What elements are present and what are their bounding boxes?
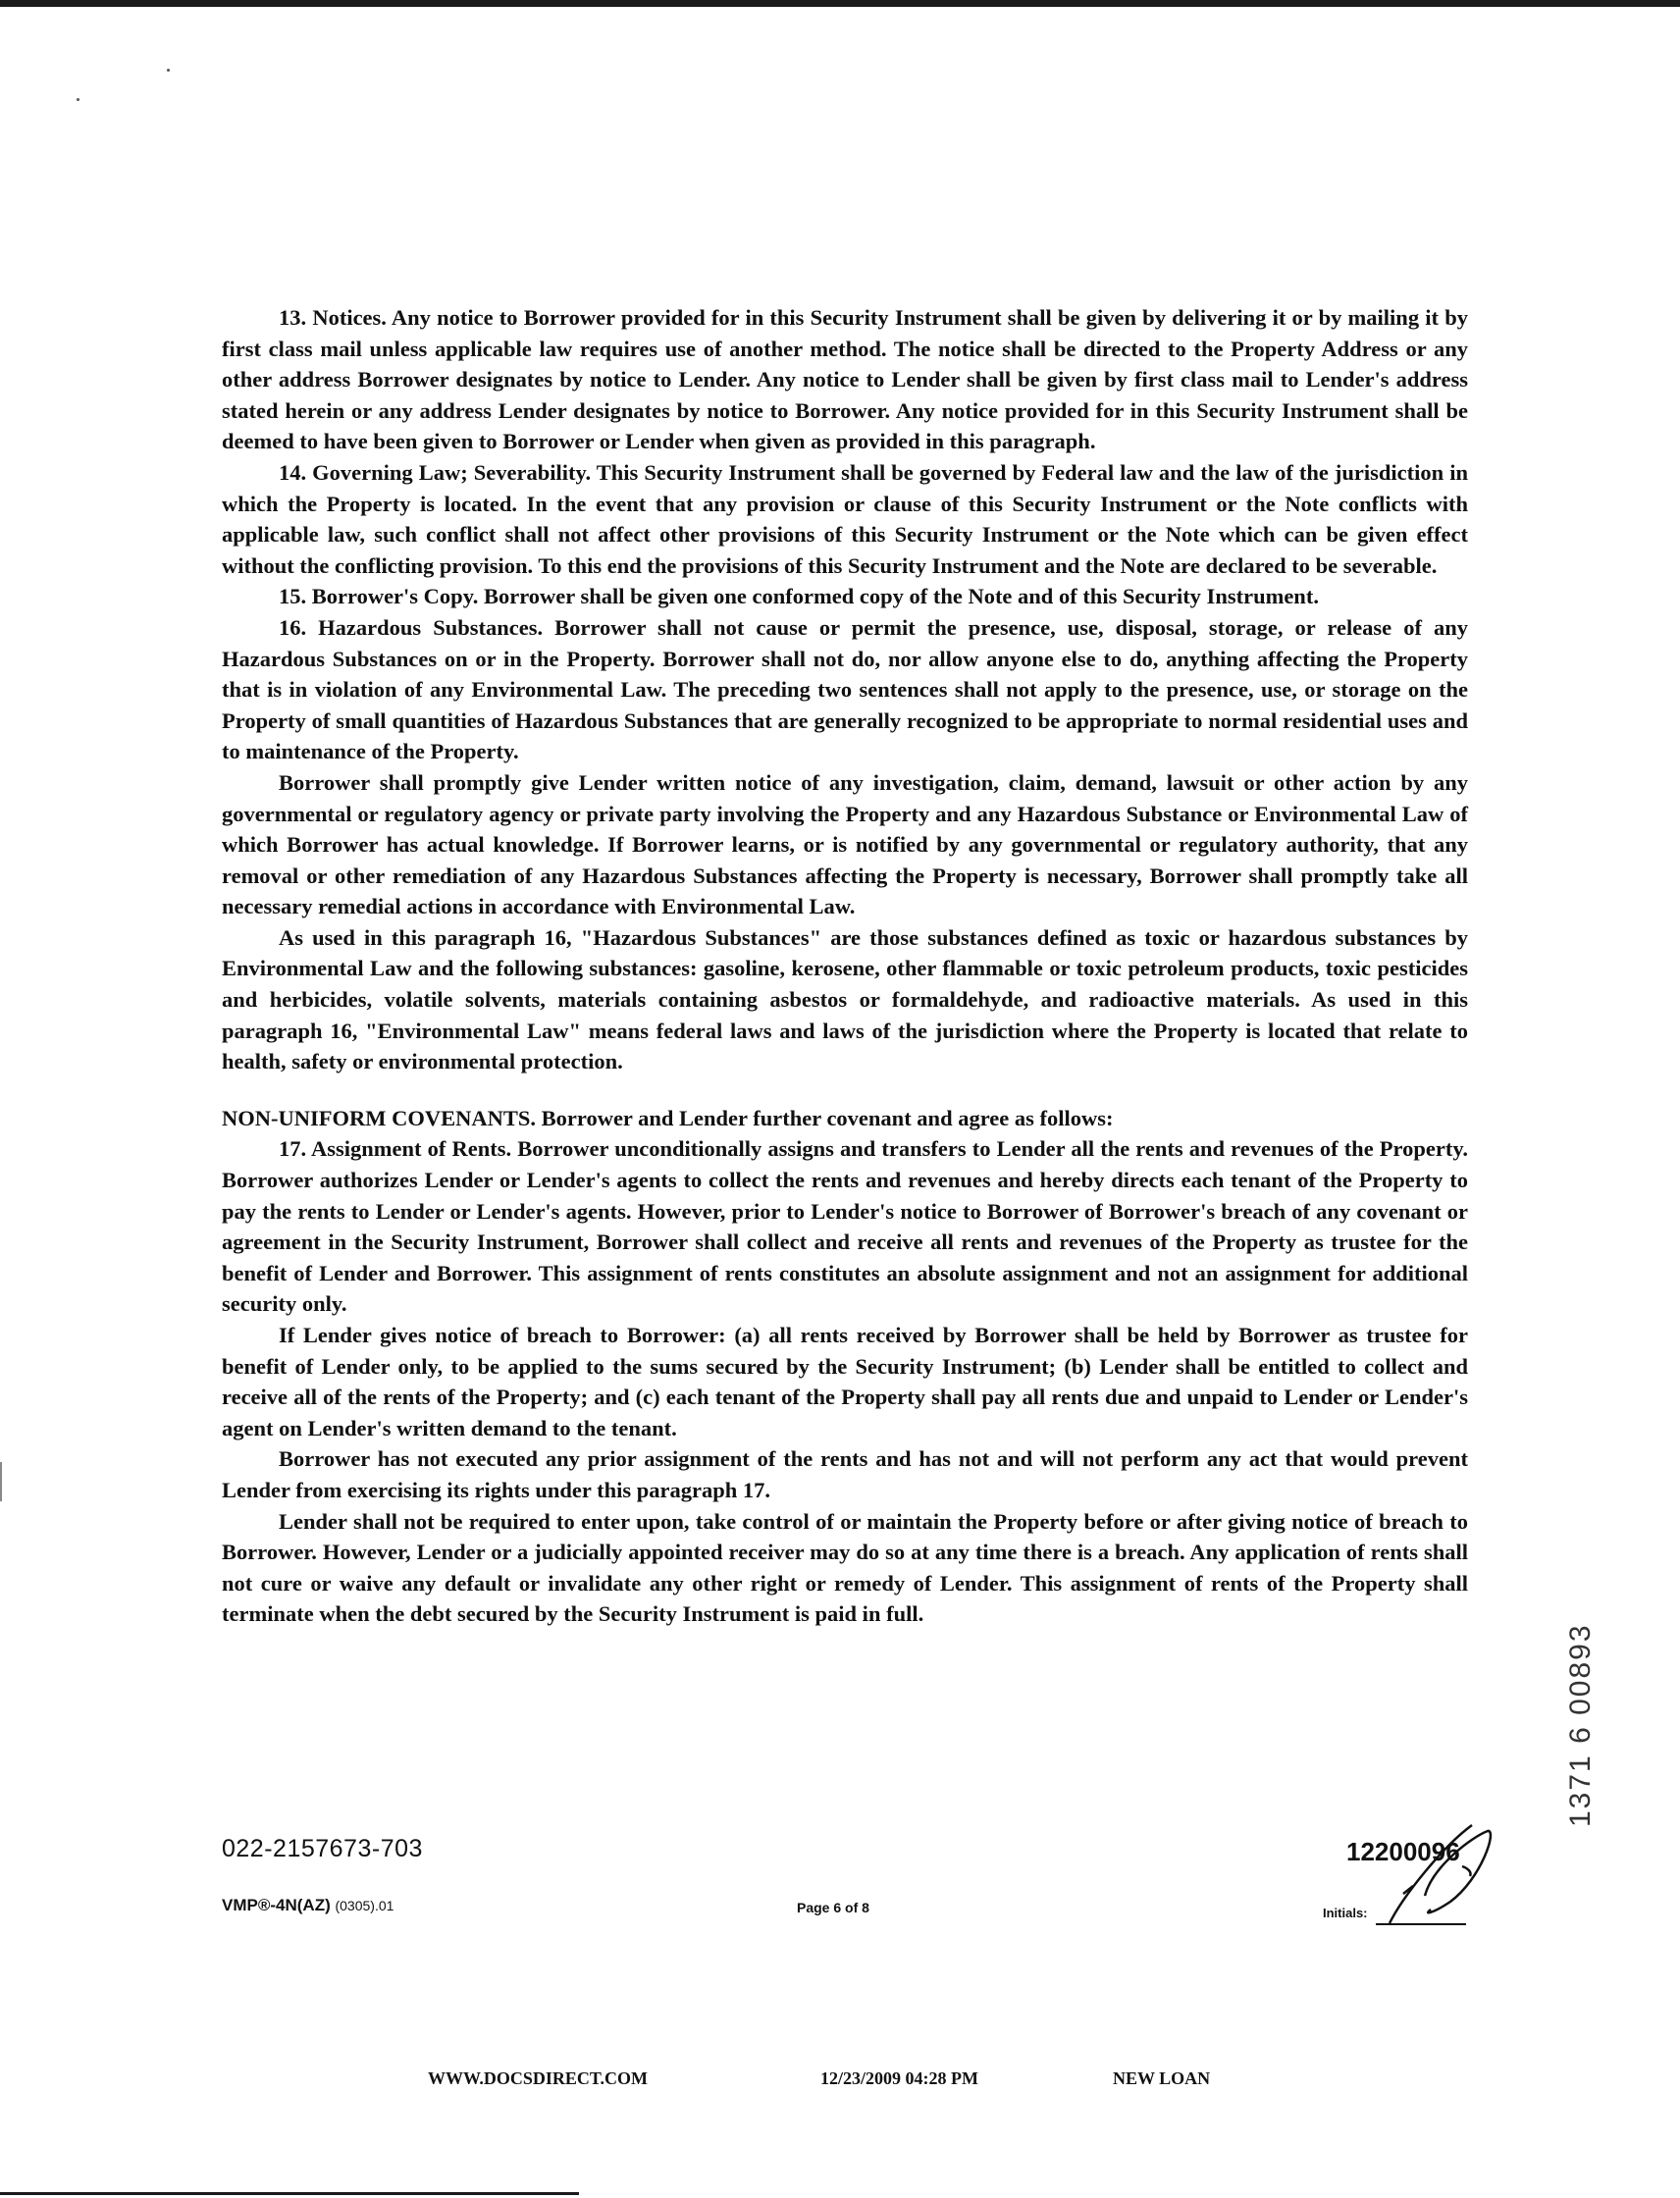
signature-stroke — [1390, 1825, 1491, 1923]
paragraph-14-governing-law: 14. Governing Law; Severability. This Security Instrument shall be governed by Federal law and the law of the jurisdiction in which the Property is located. In the event that any provision or clause of this Security Instrument or the Note conflicts with applicable law, such conflict shall not affect other provisions of this Security Instrument or the Note which can be given effect without the conflicting provision. To this end the provisions of this Security Instrument and the Note are declared to be severable. — [222, 459, 1468, 578]
loan-number: 022-2157673-703 — [222, 1835, 423, 1862]
paragraph-16-hazardous-substances: 16. Hazardous Substances. Borrower shall not cause or permit the presence, use, disposal, storage, or release of any Hazardous Substances on or in the Property. Borrower shall not do, nor allow anyone else to do, anything affecting the Property that is in violation of any Environmental Law. The preceding two sentences shall not apply to the presence, use, or storage on the Property of small quantities of Hazardous Substances that are generally recognized to be appropriate to normal residential uses and to maintenance of the Property. — [222, 614, 1468, 764]
top-scan-border — [0, 0, 1680, 7]
paragraph-16-notice: Borrower shall promptly give Lender written notice of any investigation, claim, demand, lawsuit or other action by any governmental or regulatory agency or private party involving the Property and any Hazardous Substance or Environmental Law of which Borrower has actual knowledge. If Borrower learns, or is notified by any governmental or regulatory authority, that any removal or other remediation of any Hazardous Substances affecting the Property is necessary, Borrower shall promptly take all necessary remedial actions in accordance with Environmental Law. — [222, 769, 1468, 919]
initials-label: Initials: — [1323, 1906, 1368, 1920]
paragraph-17-prior-assignment: Borrower has not executed any prior assignment of the rents and has not and will not perform any act that would prevent Lender from exercising its rights under this paragraph 17. — [222, 1446, 1468, 1502]
paragraph-17-assignment-of-rents: 17. Assignment of Rents. Borrower unconditionally assigns and transfers to Lender all the rents and revenues of the Property. Borrower authorizes Lender or Lender's agents to collect the rents and revenues and hereby directs each tenant of the Property to pay the rents to Lender or Lender's agents. However, prior to Lender's notice to Borrower of Borrower's breach of any covenant or agreement in the Security Instrument, Borrower shall collect and receive all rents and revenues of the Property as trustee for the benefit of Lender and Borrower. This assignment of rents constitutes an absolute assignment and not an assignment for additional security only. — [222, 1136, 1468, 1317]
paragraph-13-notices: 13. Notices. Any notice to Borrower provided for in this Security Instrument shall be given by delivering it or by mailing it by first class mail unless applicable law requires use of another method. The notice shall be directed to the Property Address or any other address Borrower designates by notice to Lender. Any notice to Lender shall be given by first class mail to Lender's address stated herein or any address Lender designates by notice to Borrower. Any notice provided for in this Security Instrument shall be deemed to have been given to Borrower or Lender when given as provided in this paragraph. — [222, 305, 1468, 454]
non-uniform-covenants-heading: NON-UNIFORM COVENANTS. Borrower and Lender further covenant and agree as follows: — [222, 1105, 1114, 1130]
paragraph-17-breach-notice: If Lender gives notice of breach to Borrower: (a) all rents received by Borrower shall be held by Borrower as trustee for benefit of Lender only, to be applied to the sums secured by the Security Instrument; (b) Lender shall be entitled to collect and receive all of the rents of the Property; and (c) each tenant of the Property shall pay all rents due and unpaid to Lender or Lender's agent on Lender's written demand to the tenant. — [222, 1323, 1468, 1440]
paragraph-17-receiver: Lender shall not be required to enter upon, take control of or maintain the Property before or after giving notice of breach to Borrower. However, Lender or a judicially appointed receiver may do so at any time there is a breach. Any application of rents shall not cure or waive any default or invalidate any other right or remedy of Lender. This assignment of rents of the Property shall terminate when the debt secured by the Security Instrument is paid in full. — [222, 1508, 1468, 1627]
scan-edge-mark — [0, 1462, 2, 1501]
initials-line — [1376, 1923, 1466, 1925]
document-body — [222, 302, 1468, 1630]
form-version: (0305).01 — [335, 1898, 394, 1913]
scan-speck — [77, 98, 79, 101]
bottom-scan-border — [0, 2192, 579, 2195]
recording-stamp: 1371 6 00893 — [1564, 1623, 1597, 1827]
page-number: Page 6 of 8 — [797, 1900, 869, 1915]
fax-footer-website: WWW.DOCSDIRECT.COM — [428, 2068, 649, 2088]
scan-speck — [167, 69, 170, 72]
fax-footer-timestamp: 12/23/2009 04:28 PM — [820, 2068, 978, 2088]
paragraph-16-definitions: As used in this paragraph 16, "Hazardous Substances" are those substances defined as toxic or hazardous substances by Environmental Law and the following substances: gasoline, kerosene, other flammable or toxic petroleum products, toxic pesticides and herbicides, volatile solvents, materials containing asbestos or formaldehyde, and radioactive materials. As used in this paragraph 16, "Environmental Law" means federal laws and laws of the jurisdiction where the Property is located that relate to health, safety or environmental protection. — [222, 924, 1468, 1074]
form-code-label: VMP®-4N(AZ) — [222, 1896, 331, 1914]
fax-footer-loan-type: NEW LOAN — [1113, 2068, 1211, 2088]
paragraph-15-borrowers-copy: 15. Borrower's Copy. Borrower shall be given one conformed copy of the Note and of this Security Instrument. — [279, 584, 1319, 609]
document-id: 12200096 — [1346, 1837, 1460, 1866]
initials-signature — [1374, 1807, 1501, 1935]
form-code — [222, 1896, 394, 1915]
